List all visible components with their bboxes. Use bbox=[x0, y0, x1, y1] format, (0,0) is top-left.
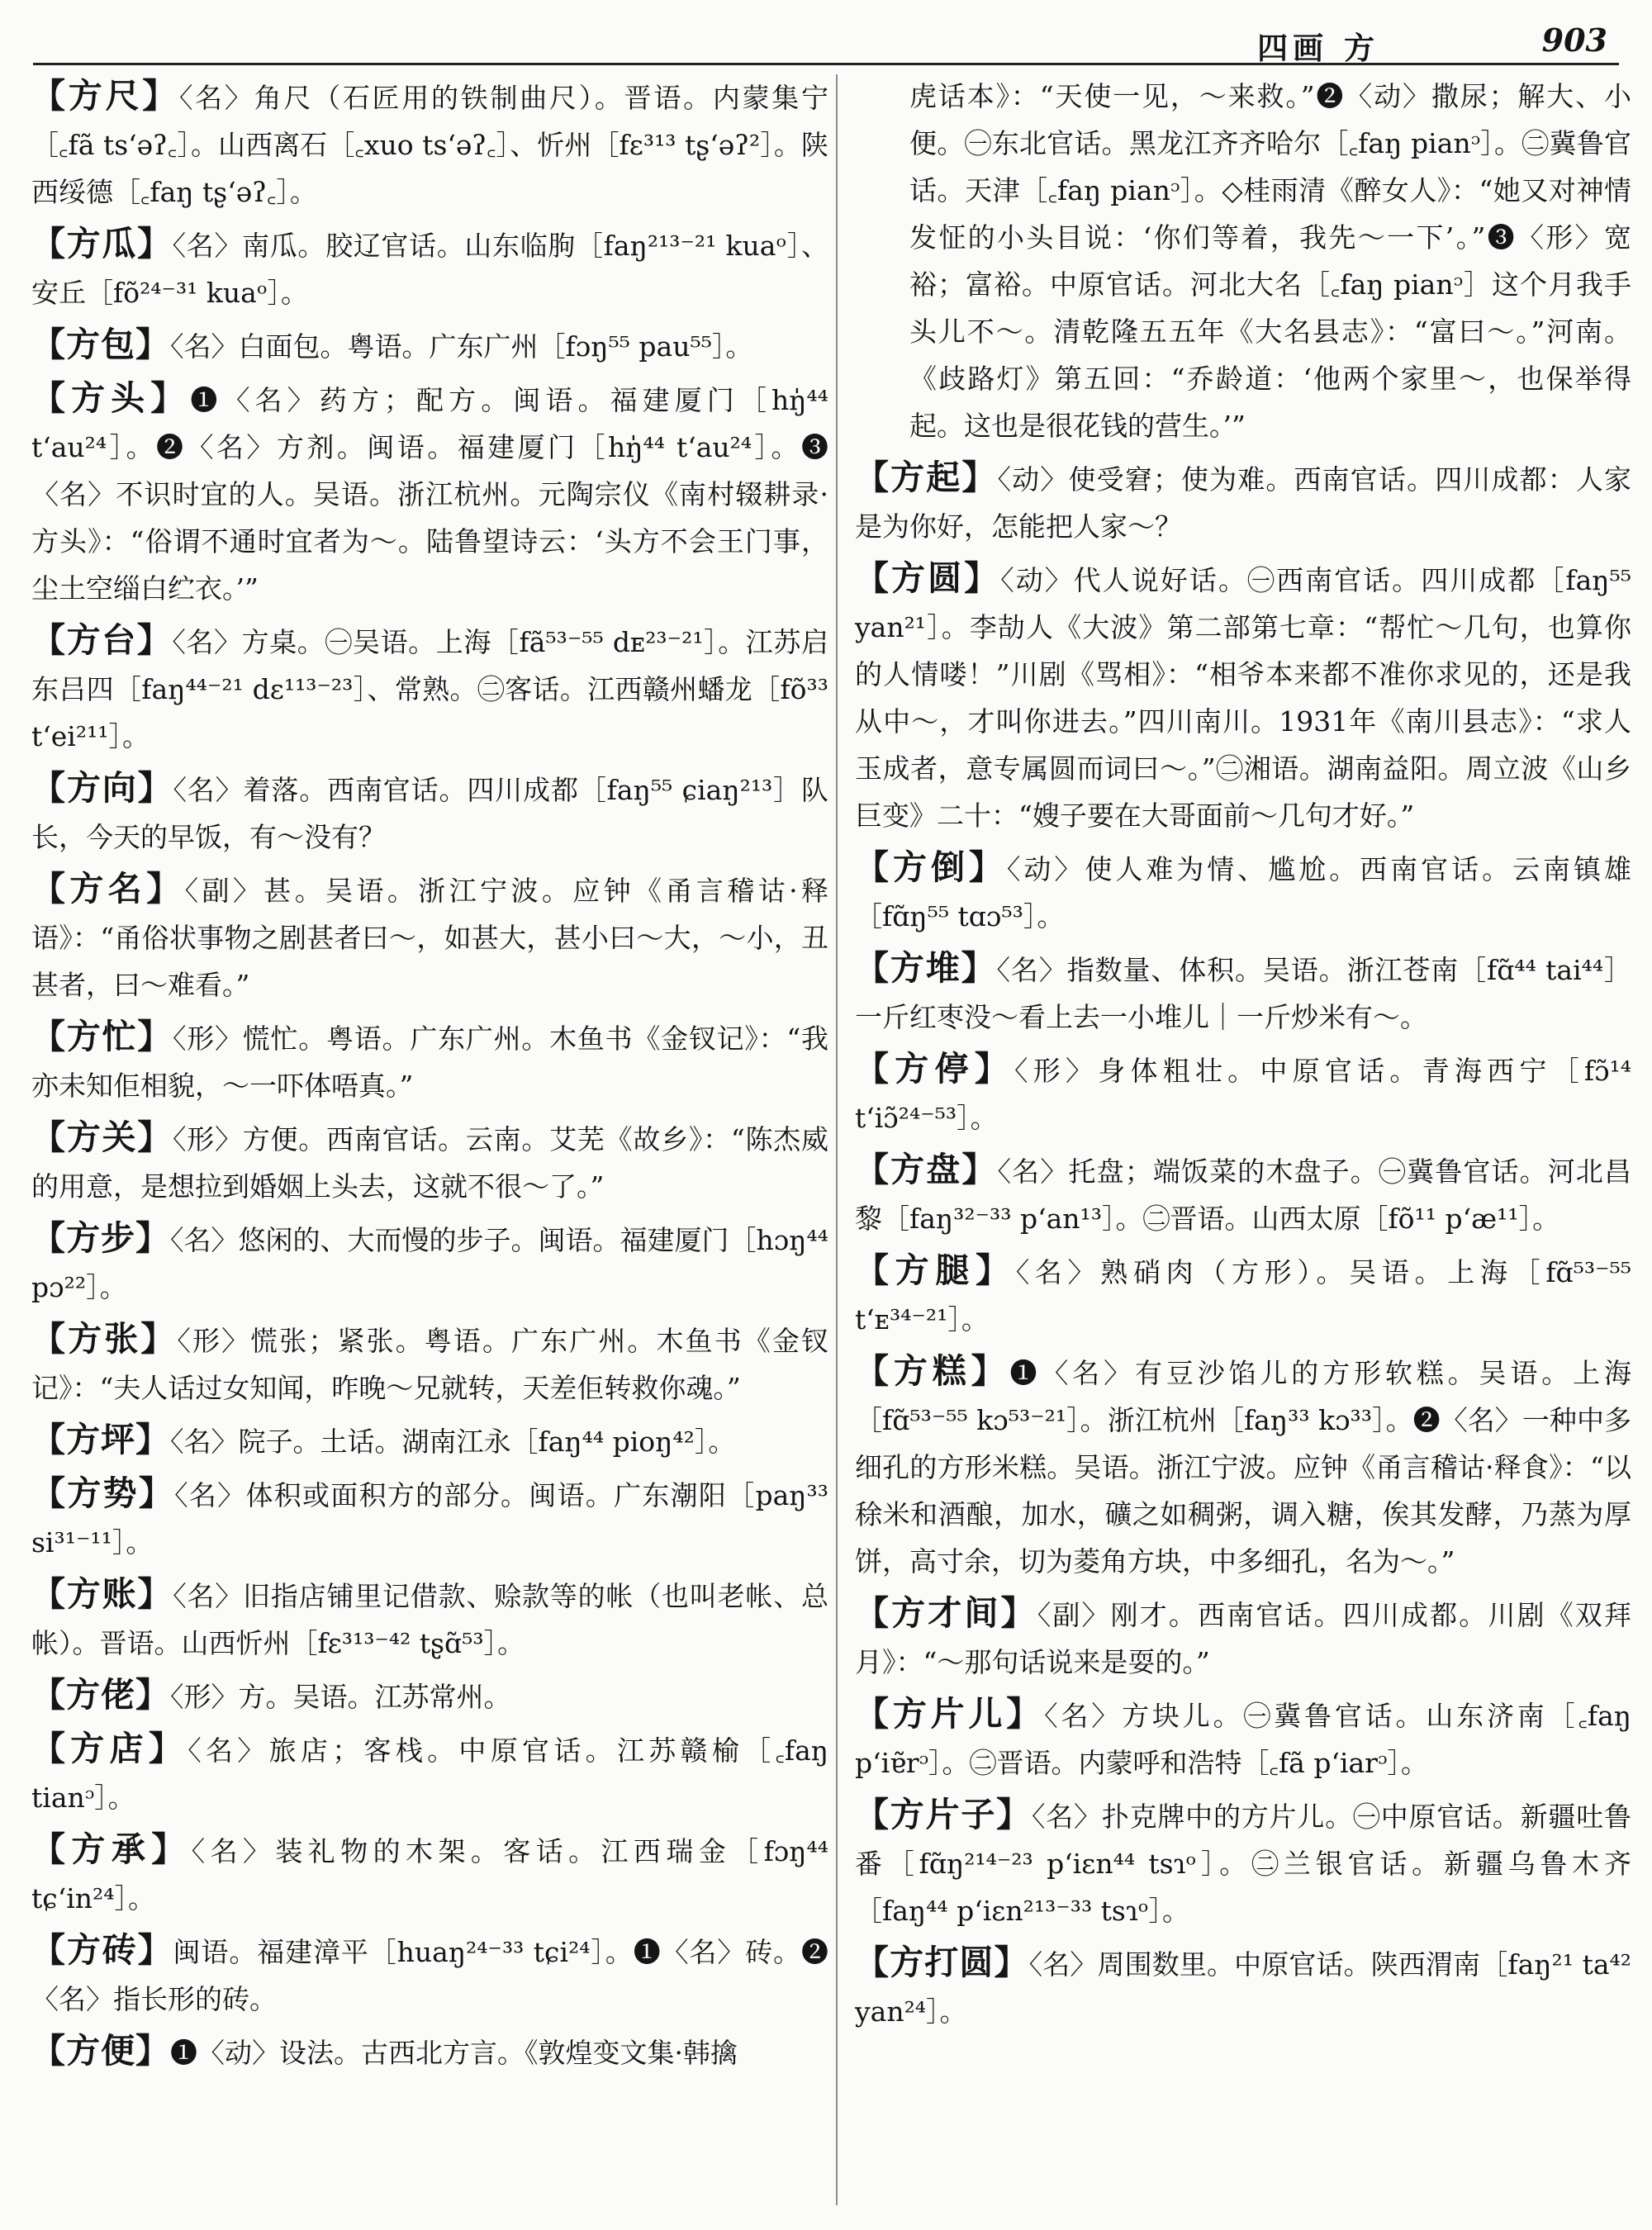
dictionary-entry bbox=[31, 221, 828, 316]
dictionary-entry bbox=[855, 945, 1631, 1041]
dictionary-entry bbox=[31, 73, 828, 216]
definition: ❶〈名〉有豆沙馅儿的方形软糕。吴语。上海［fɑ̃⁵³⁻⁵⁵ kɔ⁵³⁻²¹］。浙江杭州［faŋ³³ kɔ³³］。❷〈名〉一种中多细孔的方形米糕。吴语。浙江宁波。应钟《甬言稽诂·释食》：“以稌米和酒酿，加水，礦之如稠粥，调入糖，俟其发酵，乃蒸为厚饼，高寸余，切为菱角方块，中多细孔，名为～。” bbox=[855, 1357, 1632, 1578]
headword: 【方起】 bbox=[855, 458, 998, 497]
headword: 【方张】 bbox=[31, 1319, 178, 1359]
definition: 〈名〉方块儿。㊀冀鲁官话。山东济南［꜀faŋ pʻiɐ̃rᵓ］。㊁晋语。内蒙呼和浩特［꜀fã pʻiarᵓ］。 bbox=[855, 1700, 1632, 1779]
headword: 【方瓜】 bbox=[31, 224, 173, 263]
definition: ❶〈动〉设法。古西北方言。《敦煌变文集·韩擒 bbox=[170, 2037, 738, 2069]
headword: 【方头】 bbox=[31, 378, 191, 418]
definition: 〈名〉托盘；端饭菜的木盘子。㊀冀鲁官话。河北昌黎［faŋ³²⁻³³ pʻan¹³］。㊁晋语。山西太原［fõ¹¹ pʻæ¹¹］。 bbox=[855, 1155, 1632, 1235]
headword: 【方打圆】 bbox=[855, 1943, 1029, 1982]
definition: 〈副〉甚。吴语。浙江宁波。应钟《甬言稽诂·释语》：“甬俗状事物之剧甚者曰～，如甚大，甚小曰～大，～小，丑甚者，曰～难看。” bbox=[31, 875, 828, 1001]
headword: 【方忙】 bbox=[31, 1017, 173, 1056]
definition: 〈副〉刚才。西南官话。四川成都。川剧《双拜月》：“～那句话说来是耍的。” bbox=[855, 1599, 1632, 1678]
headword: 【方佬】 bbox=[31, 1675, 170, 1715]
headword: 【方片子】 bbox=[855, 1795, 1032, 1834]
dictionary-entry bbox=[31, 1826, 828, 1922]
headword: 【方账】 bbox=[31, 1574, 173, 1614]
definition: 〈形〉慌忙。粤语。广东广州。木鱼书《金钗记》：“我亦未知佢相貌，～一吓体唔真。” bbox=[31, 1022, 829, 1102]
dictionary-entry bbox=[31, 1316, 828, 1412]
definition: 〈动〉使人难为情、尴尬。西南官话。云南镇雄［fɑ̃ŋ⁵⁵ tɑɔ⁵³］。 bbox=[855, 853, 1632, 932]
headword: 【方店】 bbox=[31, 1729, 188, 1768]
page-number: 903 bbox=[1541, 21, 1607, 59]
definition: 〈形〉身体粗壮。中原官话。青海西宁［fɔ̃¹⁴ tʻiɔ̃²⁴⁻⁵³］。 bbox=[855, 1055, 1632, 1134]
headword: 【方糕】 bbox=[855, 1351, 1010, 1391]
headword: 【方圆】 bbox=[855, 558, 1001, 598]
dictionary-entry bbox=[855, 844, 1631, 940]
definition: 闽语。福建漳平［huaŋ²⁴⁻³³ tɕi²⁴］。❶〈名〉砖。❷〈名〉指长形的砖。 bbox=[31, 1936, 829, 2015]
dictionary-entry bbox=[855, 1348, 1631, 1585]
page-header bbox=[33, 18, 1619, 65]
definition: 〈名〉旧指店铺里记借款、赊款等的帐（也叫老帐、总帐）。晋语。山西忻州［fɛ³¹³⁻⁴² tʂɑ̃⁵³］。 bbox=[31, 1580, 829, 1659]
definition: 〈名〉白面包。粤语。广东广州［fɔŋ⁵⁵ pau⁵⁵］。 bbox=[170, 330, 753, 363]
entry-continuation: 虎话本》：“天使一见，～来救。”❷〈动〉撒尿；解大、小便。㊀东北官话。黑龙江齐齐哈尔［꜀faŋ pianᵓ］。㊁冀鲁官话。天津［꜀faŋ pianᵓ］。◇桂雨清《醉女人》：“她又对神情发怔的小头目说：‘你们等着，我先～一下’。”❸〈形〉宽裕；富裕。中原官话。河北大名［꜀faŋ pianᵓ］这个月我手头儿不～。清乾隆五五年《大名县志》：“富曰～。”河南。《歧路灯》第五回：“乔龄道：‘他两个家里～，也保举得起。这也是很花钱的营生。’” bbox=[909, 80, 1631, 442]
dictionary-entry bbox=[31, 617, 828, 760]
definition: 〈名〉院子。土话。湖南江永［faŋ⁴⁴ pioŋ⁴²］。 bbox=[170, 1426, 736, 1458]
definition: 〈名〉旅店；客栈。中原官话。江苏赣榆［꜀faŋ tianᵓ］。 bbox=[31, 1734, 829, 1814]
definition: 〈动〉使受窘；使为难。西南官话。四川成都：人家是为你好，怎能把人家～？ bbox=[855, 463, 1632, 543]
headword: 【方倒】 bbox=[855, 847, 1007, 887]
headword: 【方才间】 bbox=[855, 1593, 1037, 1633]
definition: 〈名〉扑克牌中的方片儿。㊀中原官话。新疆吐鲁番［fɑ̃ŋ²¹⁴⁻²³ pʻiɛn⁴⁴ tsɿᵒ］。㊁兰银官话。新疆乌鲁木齐［faŋ⁴⁴ pʻiɛn²¹³⁻³³ tsɿᵒ］。 bbox=[855, 1801, 1632, 1927]
headword: 【方关】 bbox=[31, 1117, 173, 1157]
headword: 【方盘】 bbox=[855, 1150, 998, 1189]
definition: 〈形〉方。吴语。江苏常州。 bbox=[170, 1681, 511, 1713]
headword: 【方台】 bbox=[31, 620, 173, 660]
dictionary-entry bbox=[31, 866, 828, 1008]
definition: 〈名〉悠闲的、大而慢的步子。闽语。福建厦门［hɔŋ⁴⁴ pɔ²²］。 bbox=[31, 1224, 829, 1303]
headword: 【方腿】 bbox=[855, 1250, 1016, 1290]
dictionary-entry bbox=[855, 1691, 1631, 1786]
definition: 〈名〉角尺（石匠用的铁制曲尺）。晋语。内蒙集宁［꜀fã tsʻəʔ꜀］。山西离石［꜀xuo tsʻəʔ꜀］、忻州［fɛ³¹³ tʂʻəʔ²］。陕西绥德［꜀faŋ tʂʻəʔ꜀］。 bbox=[31, 82, 829, 208]
dictionary-entry bbox=[855, 1247, 1631, 1343]
definition: 〈形〉方便。西南官话。云南。艾芜《故乡》：“陈杰威的用意，是想拉到婚姻上头去，这就不很～了。” bbox=[31, 1123, 829, 1203]
dictionary-entry bbox=[31, 1672, 828, 1720]
definition: ❶〈名〉药方；配方。闽语。福建厦门［hŋ̍⁴⁴ tʻau²⁴］。❷〈名〉方剂。闽语。福建厦门［hŋ̍⁴⁴ tʻau²⁴］。❸〈名〉不识时宜的人。吴语。浙江杭州。元陶宗仪《南村辍耕录·方头》：“俗谓不通时宜者为～。陆鲁望诗云：‘头方不会王门事，尘土空缁白纻衣。’” bbox=[31, 384, 829, 605]
dictionary-entry bbox=[855, 1046, 1631, 1141]
headword: 【方停】 bbox=[855, 1049, 1014, 1089]
dictionary-entry bbox=[31, 1470, 828, 1566]
headword: 【方便】 bbox=[31, 2031, 170, 2071]
headword: 【方势】 bbox=[31, 1473, 175, 1513]
headword: 【方步】 bbox=[31, 1218, 171, 1258]
section-label: 四画 方 bbox=[1257, 31, 1379, 66]
right-column bbox=[855, 73, 1631, 2040]
dictionary-entry bbox=[855, 555, 1631, 839]
dictionary-entry bbox=[31, 1416, 828, 1465]
headword: 【方名】 bbox=[31, 869, 185, 909]
dictionary-entry bbox=[855, 1939, 1631, 2035]
dictionary-entry bbox=[31, 1927, 828, 2023]
column-divider bbox=[836, 74, 838, 2205]
dictionary-entry bbox=[31, 2028, 828, 2076]
definition: 〈名〉体积或面积方的部分。闽语。广东潮阳［paŋ³³ si³¹⁻¹¹］。 bbox=[31, 1479, 829, 1559]
dictionary-entry bbox=[855, 1791, 1631, 1934]
dictionary-entry bbox=[31, 765, 828, 861]
dictionary-entry bbox=[31, 1215, 828, 1311]
definition: 〈名〉方桌。㊀吴语。上海［fã⁵³⁻⁵⁵ dᴇ²³⁻²¹］。江苏启东吕四［faŋ⁴⁴⁻²¹ dɛ¹¹³⁻²³］、常熟。㊁客话。江西赣州蟠龙［fõ³³ tʻei²¹¹］。 bbox=[31, 626, 828, 752]
dictionary-entry bbox=[855, 454, 1631, 550]
definition: 〈名〉南瓜。胶辽官话。山东临朐［faŋ²¹³⁻²¹ kuaᵒ］、安丘［fõ²⁴⁻³¹ kuaᵒ］。 bbox=[31, 230, 828, 309]
left-column bbox=[31, 73, 828, 2081]
dictionary-entry bbox=[31, 1013, 828, 1109]
definition: 〈动〉代人说好话。㊀西南官话。四川成都［faŋ⁵⁵ yan²¹］。李劼人《大波》第二部第七章：“帮忙～几句，也算你的人情喽！”川剧《骂相》：“相爷本来都不准你求见的，还是我从中～，才叫你进去。”四川南川。1931年《南川县志》：“求人玉成者，意专属圆而词曰～。”㊁湘语。湖南益阳。周立波《山乡巨变》二十：“嫂子要在大哥面前～几句才好。” bbox=[855, 564, 1631, 832]
definition: 〈名〉指数量、体积。吴语。浙江苍南［fɑ̃⁴⁴ tai⁴⁴］一斤红枣没～看上去一小堆儿｜一斤炒米有～。 bbox=[855, 954, 1632, 1033]
definition: 〈名〉着落。西南官话。四川成都［faŋ⁵⁵ ɕiaŋ²¹³］队长，今天的早饭，有～没有？ bbox=[31, 774, 828, 853]
headword: 【方包】 bbox=[31, 325, 170, 364]
dictionary-entry bbox=[31, 375, 828, 612]
headword: 【方坪】 bbox=[31, 1420, 170, 1459]
definition: 〈名〉熟硝肉（方形）。吴语。上海［fɑ̃⁵³⁻⁵⁵ tʻᴇ³⁴⁻²¹］。 bbox=[855, 1256, 1631, 1336]
dictionary-entry bbox=[31, 1725, 828, 1821]
dictionary-entry bbox=[31, 1114, 828, 1210]
headword: 【方尺】 bbox=[31, 76, 179, 116]
dictionary-entry bbox=[855, 1146, 1631, 1242]
headword: 【方砖】 bbox=[31, 1930, 173, 1970]
headword: 【方片儿】 bbox=[855, 1694, 1045, 1734]
headword: 【方承】 bbox=[31, 1829, 192, 1869]
definition: 〈形〉慌张；紧张。粤语。广东广州。木鱼书《金钗记》：“夫人话过女知闻，昨晚～兄就转，天差佢转救你魂。” bbox=[31, 1325, 829, 1404]
headword: 【方向】 bbox=[31, 768, 173, 808]
headword: 【方堆】 bbox=[855, 948, 997, 988]
dictionary-entry bbox=[855, 1590, 1631, 1686]
definition: 〈名〉装礼物的木架。客话。江西瑞金［fɔŋ⁴⁴ tɕʻin²⁴］。 bbox=[31, 1835, 828, 1914]
dictionary-entry bbox=[31, 321, 828, 370]
dictionary-entry bbox=[31, 1571, 828, 1667]
definition: 〈名〉周围数里。中原官话。陕西渭南［faŋ²¹ ta⁴² yan²⁴］。 bbox=[855, 1948, 1632, 2028]
